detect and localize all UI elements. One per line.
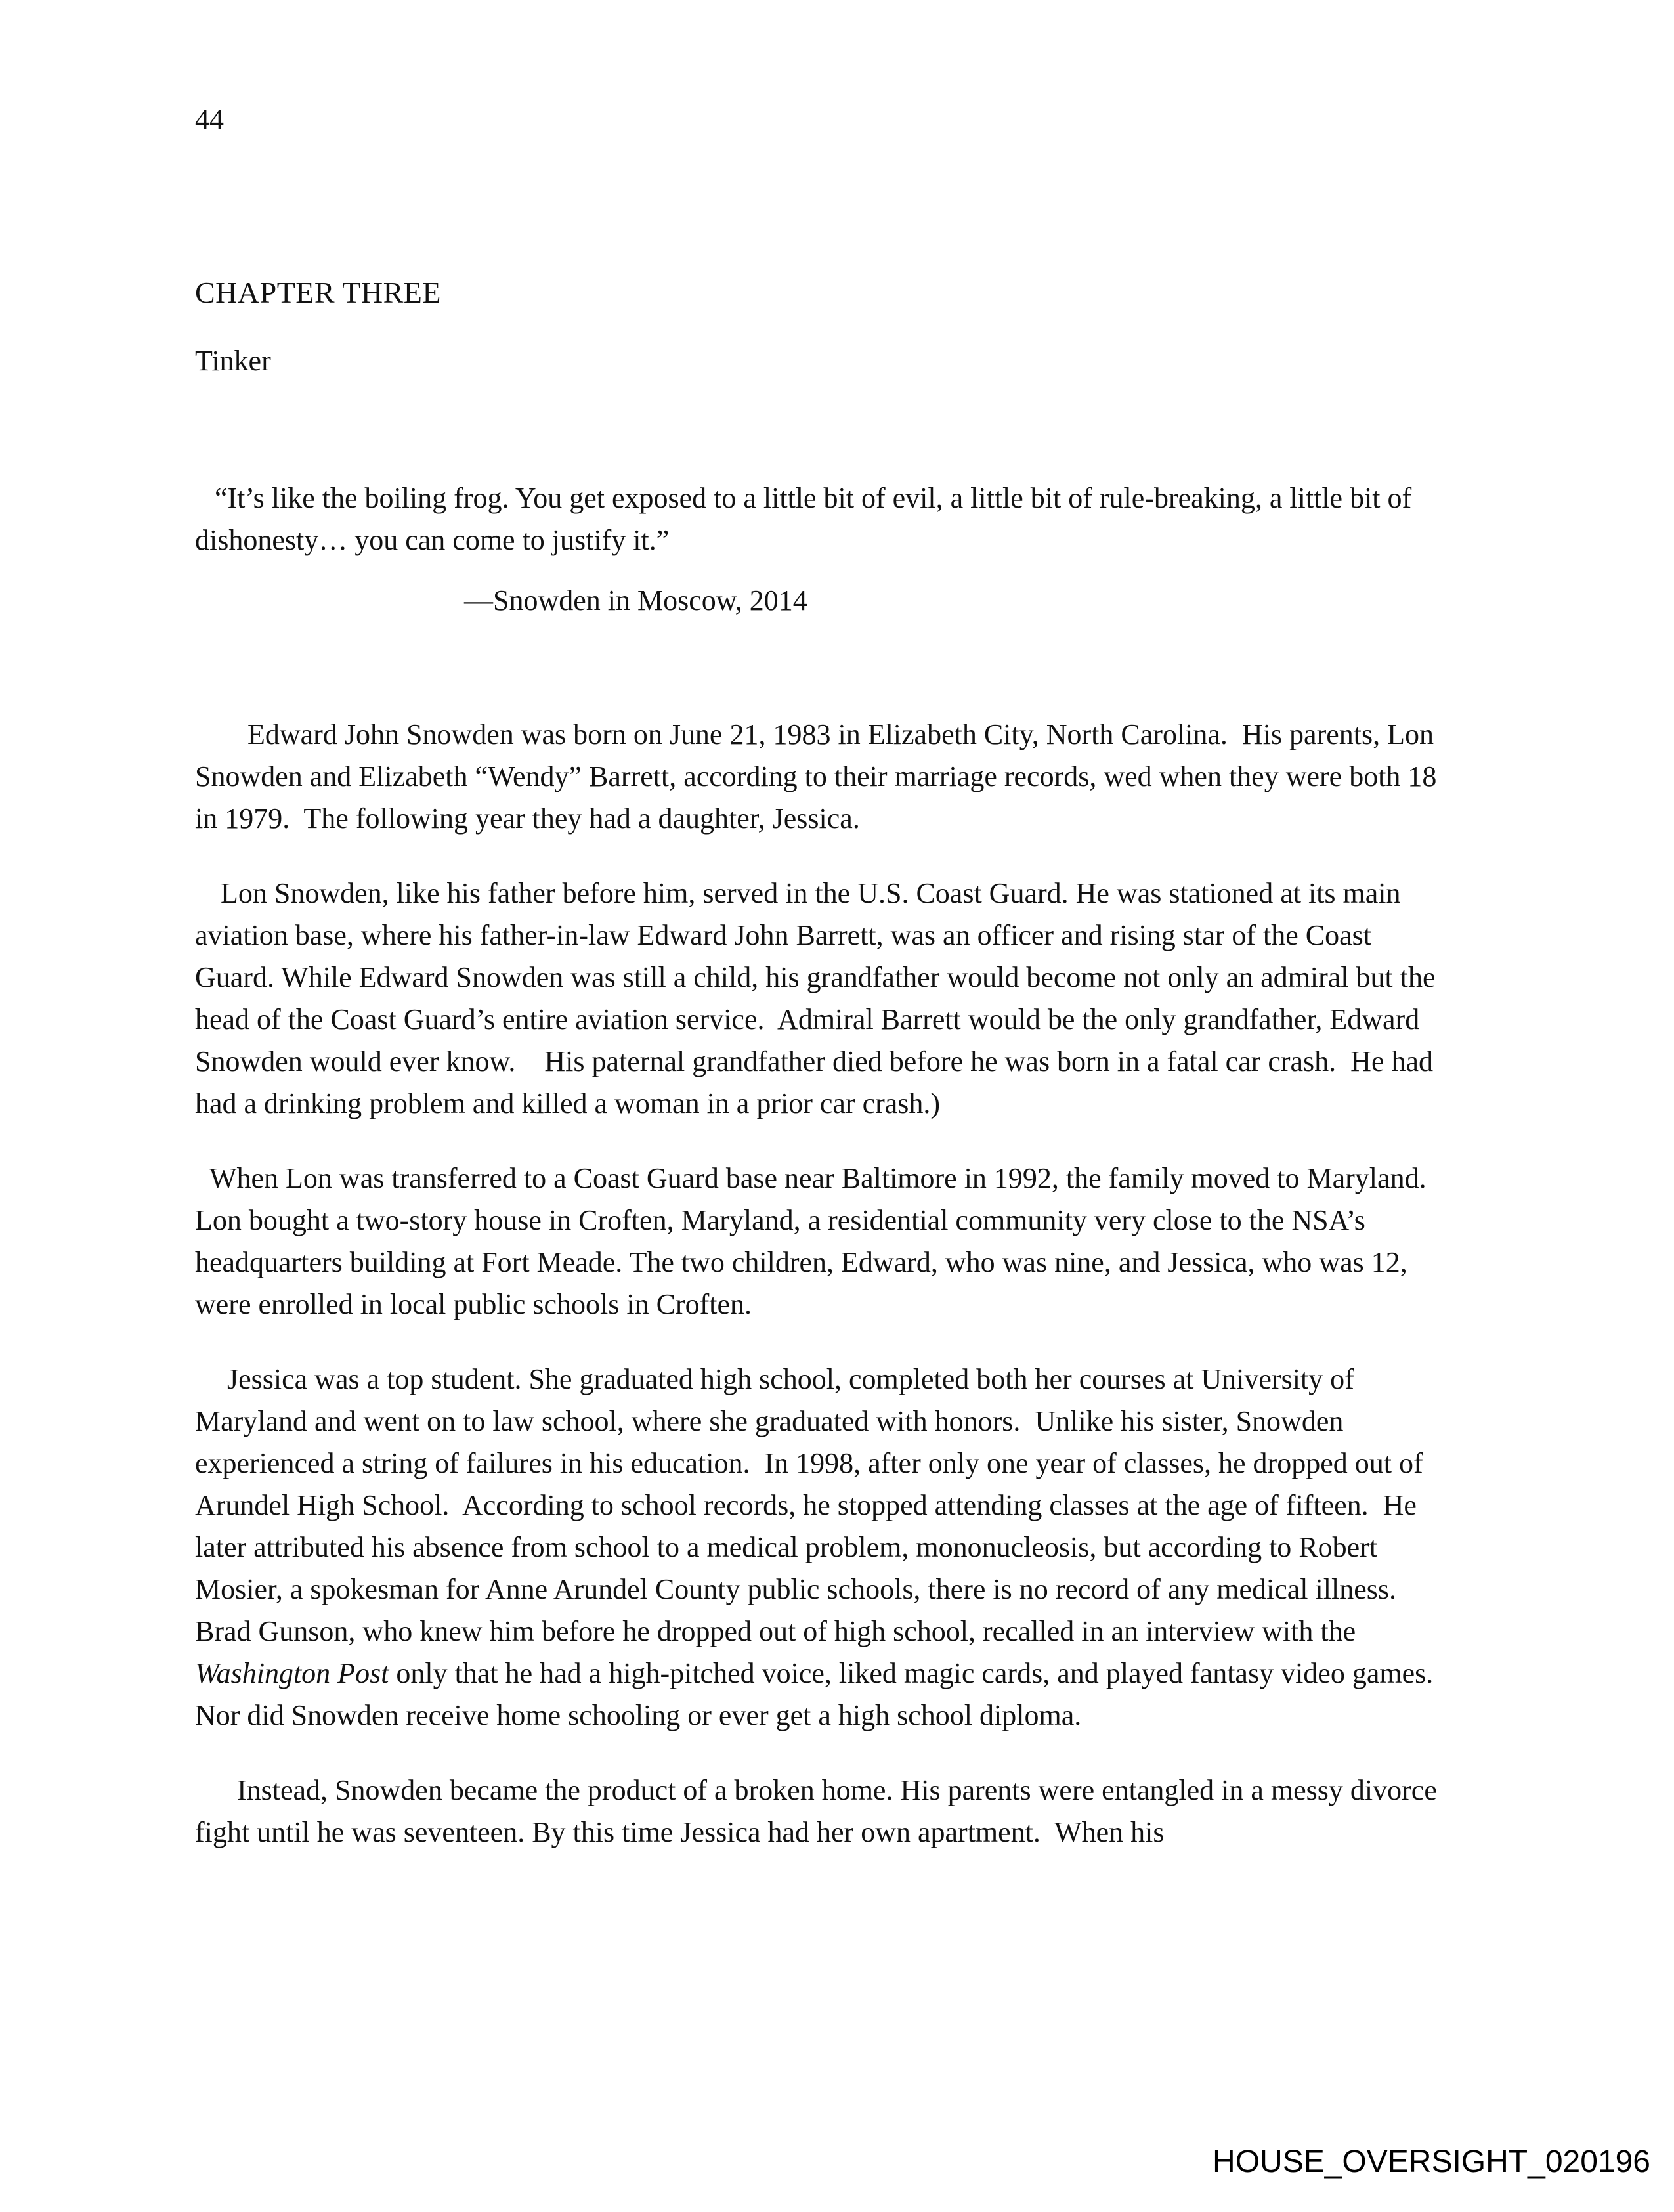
body-paragraph [195, 1358, 1457, 1737]
page-number: 44 [195, 103, 224, 135]
body-paragraph: Lon Snowden, like his father before him, served in the U.S. Coast Guard. He was stationed at its main aviation base, where his father-in-law Edward John Barrett, was an officer and rising star of the Coast Guard. While Edward Snowden was still a child, his grandfather would become not only an admiral but the head of the Coast Guard’s entire aviation service. Admiral Barrett would be the only grandfather, Edward Snowden would ever know. His paternal grandfather died before he was born in a fatal car crash. He had had a drinking problem and killed a woman in a prior car crash.) [195, 877, 1443, 1119]
chapter-title: Tinker [195, 345, 271, 377]
body-paragraph: Instead, Snowden became the product of a broken home. His parents were entangled in a messy divorce fight until he was seventeen. By this time Jessica had her own apartment. When his [195, 1774, 1444, 1848]
paragraph-text: Jessica was a top student. She graduated high school, completed both her courses at University of Maryland and went on to law school, where she graduated with honors. Unlike his sister, Snowden experienced a string of failures in his education. In 1998, after only one year of classes, he dropped out of Arundel High School. According to school records, he stopped attending classes at the age of fifteen. He later attributed his absence from school to a medical problem, mononucleosis, but according to Robert Mosier, a spokesman for Anne Arundel County public schools, there is no record of any medical illness. Brad Gunson, who knew him before he dropped out of high school, recalled in an interview with the [195, 1363, 1429, 1647]
epigraph-attribution: —Snowden in Moscow, 2014 [464, 584, 807, 617]
publication-name: Washington Post [195, 1657, 389, 1689]
paragraph-text: only that he had a high-pitched voice, liked magic cards, and played fantasy video games. Nor did Snowden receive home schooling or ever get a high school diploma. [195, 1657, 1448, 1731]
body-paragraph: Edward John Snowden was born on June 21, 1983 in Elizabeth City, North Carolina. His parents, Lon Snowden and Elizabeth “Wendy” Barrett, according to their marriage records, wed when they were both 18 in 1979. The following year they had a daughter, Jessica. [195, 718, 1444, 835]
epigraph-quote: “It’s like the boiling frog. You get exposed to a little bit of evil, a little bit of rule-breaking, a little bit of dishonesty… you can come to justify it.” [195, 482, 1419, 556]
bates-stamp: HOUSE_OVERSIGHT_020196 [1213, 2144, 1650, 2179]
chapter-heading: CHAPTER THREE [195, 276, 441, 309]
body-paragraph: When Lon was transferred to a Coast Guard base near Baltimore in 1992, the family moved to Maryland. Lon bought a two-story house in Croften, Maryland, a residential community very close to the NSA’s headquarters building at Fort Meade. The two children, Edward, who was nine, and Jessica, who was 12, were enrolled in local public schools in Croften. [195, 1162, 1441, 1320]
